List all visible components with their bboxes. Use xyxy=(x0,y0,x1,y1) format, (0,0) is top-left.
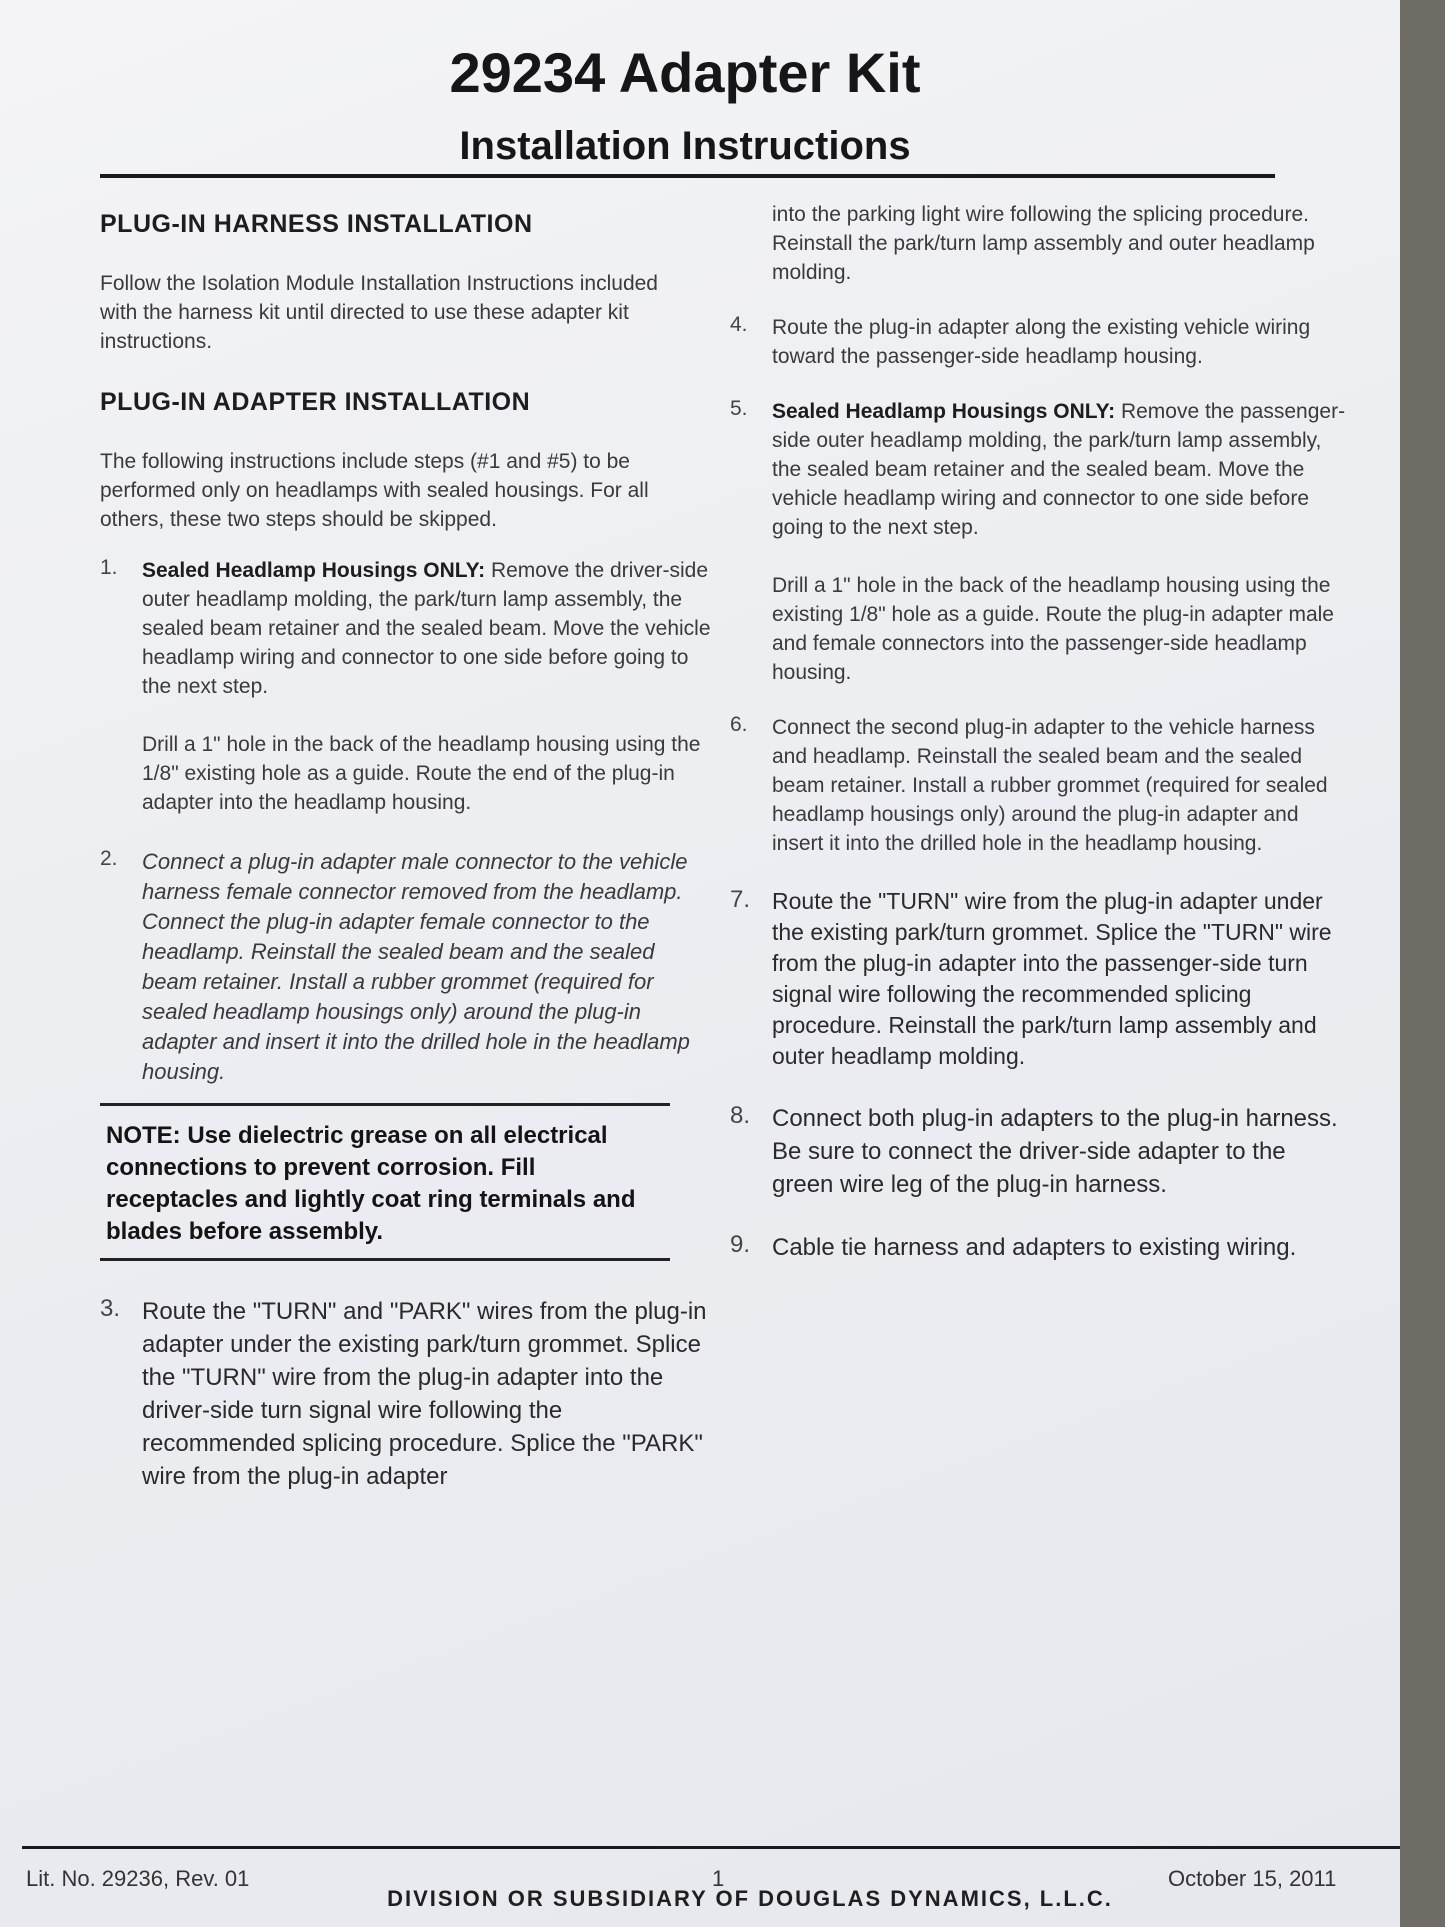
step-3-text: Route the "TURN" and "PARK" wires from the plug-in adapter under the existing park/turn grommet. Splice the "TURN" wire from the plug-in adapter into the driver-side turn signal wire following the recommended splicing procedure. Splice the "PARK" wire from the plug-in adapter xyxy=(142,1298,707,1490)
header-rule xyxy=(100,174,1275,178)
step-3-continued xyxy=(730,200,1315,287)
revision-date: October 15, 2011 xyxy=(1168,1866,1337,1891)
step-1-body xyxy=(142,556,712,701)
step-5-number: 5. xyxy=(730,397,748,420)
page-title: 29234 Adapter Kit xyxy=(449,41,921,104)
step-6 xyxy=(730,713,1328,858)
step-4-text: Route the plug-in adapter along the existing vehicle wiring toward the passenger-side headlamp housing. xyxy=(772,316,1311,368)
step-5-body xyxy=(772,397,1352,542)
harness-text: Follow the Isolation Module Installation Instructions included with the harness kit until directed to use these adapter kit instructions. xyxy=(100,272,658,353)
step-4-number: 4. xyxy=(730,313,748,336)
step-6-text: Connect the second plug-in adapter to the vehicle harness and headlamp. Reinstall the sealed beam and the sealed beam retainer. Install a rubber grommet (required for sealed headlamp housings only) around the plug-in adapter and insert it into the drilled hole in the headlamp housing. xyxy=(772,716,1328,855)
step-7 xyxy=(730,886,1332,1072)
step-2-text: Connect a plug-in adapter male connector to the vehicle harness female connector removed from the headlamp. Connect the plug-in adapter female connector to the headlamp. Reinstall the sealed beam and the sealed beam retainer. Install a rubber grommet (required for sealed headlamp housings only) around the plug-in adapter and insert it into the drilled hole in the headlamp housing. xyxy=(142,849,690,1084)
step-1-lead: Sealed Headlamp Housings ONLY: xyxy=(142,559,486,582)
step-5-lead: Sealed Headlamp Housings ONLY: xyxy=(772,400,1116,423)
step-9-number: 9. xyxy=(730,1231,751,1258)
step-2-number: 2. xyxy=(100,847,118,870)
step-7-text: Route the "TURN" wire from the plug-in adapter under the existing park/turn grommet. Splice the "TURN" wire from the plug-in adapter into the passenger-side turn signal wire following the recommended splicing procedure. Reinstall the park/turn lamp assembly and outer headlamp molding. xyxy=(772,888,1332,1069)
step-8-number: 8. xyxy=(730,1102,751,1129)
step-7-number: 7. xyxy=(730,886,751,913)
page-subtitle: Installation Instructions xyxy=(459,124,911,168)
step-5-text: Remove the passenger-side outer headlamp molding, the park/turn lamp assembly, the sealed beam retainer and the sealed beam. Move the vehicle headlamp wiring and connector to one side before going to the next step. xyxy=(772,400,1346,539)
adapter-heading: PLUG-IN ADAPTER INSTALLATION xyxy=(100,388,531,416)
step-6-number: 6. xyxy=(730,713,748,736)
step-3-cont-text: into the parking light wire following the splicing procedure. Reinstall the park/turn lamp assembly and outer headlamp molding. xyxy=(772,203,1315,284)
step-2 xyxy=(100,847,690,1087)
step-9 xyxy=(730,1231,1310,1264)
division-line: DIVISION OR SUBSIDIARY OF DOUGLAS DYNAMICS, L.L.C. xyxy=(387,1886,1113,1911)
step-3-number: 3. xyxy=(100,1295,121,1322)
step-4 xyxy=(730,313,1310,371)
step-5-drill: Drill a 1" hole in the back of the headlamp housing using the existing 1/8" hole as a guide. Route the plug-in adapter male and female connectors into the passenger-side headlamp housing. xyxy=(772,574,1334,684)
left-column xyxy=(100,200,711,1493)
step-3 xyxy=(100,1295,707,1493)
step-8 xyxy=(730,1102,1338,1201)
right-column xyxy=(730,200,1346,1264)
step-9-text: Cable tie harness and adapters to existing wiring. xyxy=(772,1234,1297,1261)
dielectric-grease-note: NOTE: Use dielectric grease on all electrical connections to prevent corrosion. Fill receptacles and lightly coat ring terminals and blades before assembly. xyxy=(100,1103,670,1261)
step-8-text: Connect both plug-in adapters to the plug-in harness. Be sure to connect the driver-side adapter to the green wire leg of the plug-in harness. xyxy=(772,1105,1338,1198)
adapter-text: The following instructions include steps (#1 and #5) to be performed only on headlamps with sealed housings. For all others, these two steps should be skipped. xyxy=(100,450,649,531)
step-1-drill: Drill a 1" hole in the back of the headlamp housing using the 1/8" existing hole as a guide. Route the end of the plug-in adapter into the headlamp housing. xyxy=(142,733,701,814)
page-number: 1 xyxy=(712,1866,725,1891)
literature-number: Lit. No. 29236, Rev. 01 xyxy=(26,1866,250,1891)
step-1 xyxy=(100,556,711,817)
step-5 xyxy=(730,397,1346,687)
step-1-number: 1. xyxy=(100,556,118,579)
step-1-text: Remove the driver-side outer headlamp molding, the park/turn lamp assembly, the sealed beam retainer and the sealed beam. Move the vehicle headlamp wiring and connector to one side before going to the next step. xyxy=(142,559,711,698)
footer-rule xyxy=(22,1846,1400,1849)
harness-heading: PLUG-IN HARNESS INSTALLATION xyxy=(100,210,533,238)
